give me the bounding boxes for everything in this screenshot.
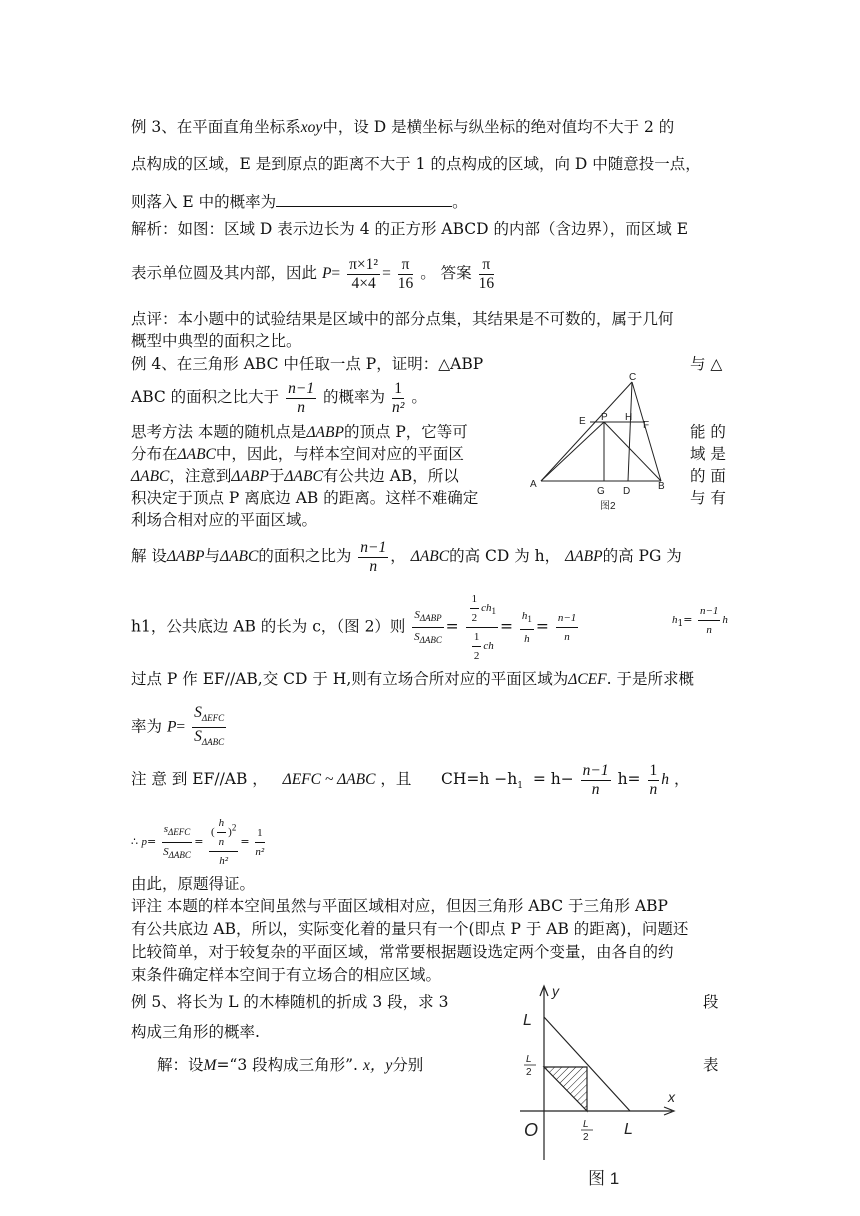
fraction-numerator: ( $\frac{h}{n}$ )$^2$ bbox=[209, 814, 238, 852]
ex4-line6: 积决定于顶点 P 离底边 AB 的距离。这样不难确定 bbox=[131, 489, 479, 507]
fraction-denominator bbox=[466, 628, 498, 665]
sol-text: 的高 CD 为 h， bbox=[449, 547, 561, 565]
fraction-denominator: 2 bbox=[473, 650, 480, 662]
ex3-text: 例 3、在平面直角坐标系 bbox=[131, 118, 301, 136]
side-ac bbox=[541, 382, 632, 481]
similar-triangles: ΔEFC ~ ΔABC bbox=[282, 771, 376, 788]
label-c: C bbox=[629, 372, 637, 383]
fraction-denominator bbox=[162, 843, 193, 864]
fraction-denominator: n bbox=[649, 780, 658, 798]
fraction-numerator: 1 bbox=[255, 824, 265, 843]
ex4-line3 bbox=[131, 421, 468, 444]
subscript-abp: ΔABP bbox=[419, 613, 442, 623]
fraction-numerator: π bbox=[398, 256, 414, 275]
var-s: S bbox=[163, 845, 169, 858]
var-s: S bbox=[414, 631, 420, 643]
fraction-h-over-n-squared-over-h-squared bbox=[209, 814, 238, 870]
sol-text: ， bbox=[673, 770, 690, 788]
ex4-line1-right: 与 △ bbox=[690, 355, 723, 373]
answer-blank bbox=[276, 190, 452, 207]
comment-line4: 束条件确定样本空间于有立场合的相应区域。 bbox=[131, 966, 442, 984]
shaded-triangle-region bbox=[544, 1067, 587, 1111]
ex4-text: 分布在 bbox=[131, 445, 178, 463]
ex4-text: 中，因此，与样本空间对应的平面区 bbox=[215, 445, 464, 463]
fraction-denominator: 16 bbox=[397, 274, 414, 292]
ex3-line2: 点构成的区域，E 是到原点的距离不大于 1 的点构成的区域，向 D 中随意投一点， bbox=[131, 155, 701, 173]
var-h1: h bbox=[521, 610, 528, 623]
sol-h1-formula: $h_1=$ $\frac{n-1}{n}$ h bbox=[672, 600, 728, 644]
fraction-h-over-n bbox=[217, 814, 227, 851]
fraction-numerator bbox=[192, 704, 226, 728]
ex4-line6-right: 与 有 bbox=[690, 489, 726, 507]
var-ch1: ch bbox=[481, 602, 492, 615]
ex4-text: 于 bbox=[268, 467, 285, 485]
sol-line3 bbox=[131, 668, 694, 691]
ex3-text: 中，设 D 是横坐标与纵坐标的绝对值均不大于 2 的 bbox=[322, 118, 675, 136]
subscript-abc: ΔABC bbox=[168, 849, 191, 860]
var-s: S bbox=[414, 608, 420, 621]
label-a: A bbox=[530, 479, 537, 490]
var-m: M bbox=[203, 1057, 217, 1074]
ex4-text: 思考方法 本题的随机点是 bbox=[131, 423, 307, 441]
fraction-half bbox=[472, 628, 482, 665]
fraction-denominator: h bbox=[524, 632, 530, 645]
fraction-numerator bbox=[162, 820, 193, 842]
fraction-denominator: n bbox=[564, 631, 570, 643]
label-h: H bbox=[625, 412, 633, 423]
ex4-line5 bbox=[131, 465, 459, 488]
ex4-text: 的顶点 P，它等可 bbox=[343, 423, 468, 441]
fraction-numerator bbox=[412, 606, 443, 628]
axis-label-y: y bbox=[552, 983, 559, 999]
ex4-line1: 例 4、在三角形 ABC 中任取一点 P，证明：△ABP bbox=[131, 355, 484, 373]
subscript-abc: ΔABC bbox=[201, 737, 225, 748]
var-h: h bbox=[661, 771, 669, 788]
var-ch: ch bbox=[483, 640, 494, 653]
var-abp: ΔABP bbox=[565, 548, 603, 565]
fraction-numerator: π×1² bbox=[349, 255, 379, 273]
var-h1: h bbox=[672, 614, 678, 626]
ex3-line5 bbox=[131, 253, 496, 294]
ex5-text: =“3 段构成三角形”. bbox=[216, 1056, 358, 1074]
sol-line1 bbox=[131, 534, 682, 579]
sol-text: CH=h −h bbox=[441, 770, 518, 788]
axis-label-x: x bbox=[668, 1089, 675, 1105]
fraction-h1-over-h bbox=[520, 607, 534, 647]
fraction-denominator: n bbox=[591, 780, 600, 798]
var-abc: ΔABC bbox=[219, 548, 259, 565]
sol-text: h= bbox=[617, 770, 641, 788]
var-s: s bbox=[163, 823, 168, 836]
figure-1-caption: 图 1 bbox=[588, 1169, 620, 1188]
ex5-text: 分别 bbox=[392, 1056, 424, 1074]
fraction-numerator: n−1 bbox=[556, 609, 578, 628]
fraction-numerator: n−1 bbox=[360, 538, 387, 556]
sol-line4 bbox=[131, 704, 228, 751]
sol-text: . 于是所求概 bbox=[606, 670, 694, 688]
label-b: B bbox=[658, 481, 665, 492]
altitude-cd bbox=[628, 382, 632, 481]
var-p: P bbox=[321, 265, 332, 282]
ex4-line5-right: 的 面 bbox=[690, 467, 726, 485]
sol-text: 率为 bbox=[131, 717, 163, 736]
fraction-half bbox=[470, 590, 480, 627]
fraction-area-efc-abc bbox=[192, 704, 226, 751]
var-h: h bbox=[722, 614, 728, 626]
ex3-line7: 概型中典型的面积之比。 bbox=[131, 332, 302, 350]
sol-text: 与 bbox=[204, 547, 220, 565]
fraction-n-minus-1-over-n bbox=[358, 539, 388, 576]
ex5-line3 bbox=[157, 1054, 423, 1077]
fraction-n-minus-1-over-n bbox=[581, 762, 611, 799]
var-s: S bbox=[194, 728, 202, 746]
fraction-denominator: n² bbox=[255, 845, 265, 858]
fraction-denominator: 2 bbox=[471, 612, 478, 624]
fraction-numerator: n−1 bbox=[288, 379, 315, 397]
comment-line1: 评注 本题的样本空间虽然与平面区域相对应，但因三角形 ABC 于三角形 ABP bbox=[131, 897, 668, 915]
sol-text: 的高 PG 为 bbox=[602, 547, 682, 565]
ex3-text: 则落入 E 中的概率为 bbox=[131, 193, 277, 211]
ex5-line2: 构成三角形的概率. bbox=[131, 1023, 260, 1041]
var-xy: x，y bbox=[362, 1057, 393, 1074]
therefore-sign: ∴ bbox=[131, 835, 138, 848]
fraction-denominator: n bbox=[706, 623, 712, 636]
tick-label-L-x: L bbox=[624, 1121, 633, 1138]
var-s: S bbox=[194, 704, 202, 721]
ex4-line2 bbox=[131, 377, 427, 417]
fraction-half-ch1-over-half-ch bbox=[466, 590, 498, 665]
ex4-text: ABC 的面积之比大于 bbox=[131, 388, 280, 406]
sol-text: = h− bbox=[532, 770, 574, 788]
var-abp: ΔABP bbox=[306, 424, 344, 441]
label-g: G bbox=[597, 486, 605, 497]
tick-label-L-y: L bbox=[523, 1012, 532, 1029]
equals-sign: = bbox=[176, 718, 186, 736]
subscript-efc: ΔEFC bbox=[168, 827, 191, 838]
ex4-line4-right: 域 是 bbox=[690, 445, 726, 463]
origin-label: O bbox=[524, 1120, 539, 1140]
ex3-text: 。 bbox=[452, 193, 468, 211]
fraction-denominator: n bbox=[218, 836, 225, 848]
ex5-line3-right: 表 bbox=[703, 1056, 719, 1074]
var-abc: ΔABC bbox=[177, 446, 216, 463]
sol-line5: 注 意 到 EF//AB ， ΔEFC ~ ΔABC ，且 $CH=h -h_1 = h-$ $\frac{n-1}{n}$ h= $\frac{1}{n}$ h ， bbox=[131, 761, 690, 798]
tick-label-L-half-x-den: 2 bbox=[583, 1132, 589, 1143]
figure-1-coordinate-region bbox=[500, 980, 700, 1190]
tick-label-L-half-y-num: L bbox=[526, 1054, 532, 1065]
fraction-denominator: 16 bbox=[478, 274, 495, 292]
fraction-numerator: 1 bbox=[392, 380, 404, 399]
tick-label-L-half-y-den: 2 bbox=[526, 1067, 532, 1078]
fraction-numerator: $h_1$ bbox=[520, 607, 534, 629]
exponent: 2 bbox=[231, 822, 237, 833]
ex3-line1 bbox=[131, 116, 674, 139]
fraction-numerator: h bbox=[217, 814, 227, 833]
sol-text: 注 意 到 EF//AB ， bbox=[131, 770, 268, 788]
var-cef: ΔCEF bbox=[568, 671, 607, 688]
var-p: P bbox=[166, 718, 177, 736]
sol-line6: ∴ p= $\frac{s_{\Delta EFC}}{S_{\Delta ABC}}$ = ( $\frac{h}{n}$ )$^2$ h² = $\frac{1}{\text{n²}}$ bbox=[131, 812, 267, 872]
fraction-area-ratio bbox=[347, 256, 380, 293]
fraction-n-minus-1-over-n bbox=[556, 609, 578, 646]
fraction-n-minus-1-over-n bbox=[286, 380, 316, 417]
label-e: E bbox=[579, 416, 586, 427]
label-p: P bbox=[601, 412, 608, 423]
var-abc: ΔABC bbox=[131, 468, 170, 485]
fraction-n-minus-1-over-n bbox=[698, 602, 720, 639]
fraction-denominator: n bbox=[369, 557, 378, 575]
ex3-line3 bbox=[131, 190, 468, 213]
fraction-denominator: 4×4 bbox=[351, 274, 376, 292]
fraction-s-efc-over-s-abc bbox=[162, 820, 193, 863]
var-xoy: xoy bbox=[300, 119, 323, 136]
fraction-one-over-n-squared bbox=[255, 824, 265, 861]
fraction-numerator: $\frac{1}{2}$ $ch_1$ bbox=[466, 590, 498, 628]
sol-line7: 由此，原题得证。 bbox=[131, 875, 256, 893]
ex4-text: 。 bbox=[411, 388, 427, 406]
ex4-line3-right: 能 的 bbox=[690, 423, 726, 441]
fraction-numerator: 1 bbox=[470, 590, 480, 609]
figure-2-caption: 图2 bbox=[600, 501, 616, 512]
ex4-line7: 利场合相对应的平面区域。 bbox=[131, 511, 318, 529]
fraction-numerator: n−1 bbox=[698, 602, 720, 621]
fraction-answer bbox=[479, 256, 495, 293]
equals-sign: = bbox=[382, 265, 391, 282]
comment-line3: 比较简单，对于较复杂的平面区域，常常要根据题设选定两个变量，由各自的约 bbox=[131, 943, 674, 961]
sol-text: ，且 bbox=[380, 770, 412, 788]
label-f: F bbox=[643, 420, 650, 431]
subscript-abc: ΔABC bbox=[419, 635, 442, 646]
fraction-result bbox=[398, 256, 414, 293]
var-abp: ΔABP bbox=[231, 468, 269, 485]
fraction-numerator: 1 bbox=[472, 628, 482, 647]
var-abc: ΔABC bbox=[410, 548, 450, 565]
ex4-text: 的概率为 bbox=[323, 388, 386, 406]
fraction-numerator: n−1 bbox=[582, 761, 609, 779]
sol-text: 解 设 bbox=[131, 547, 167, 565]
ex5-line1-right: 段 bbox=[703, 993, 719, 1011]
sol-text: h1，公共底边 AB 的长为 c，（图 2）则 bbox=[131, 617, 406, 636]
ex4-line4 bbox=[131, 443, 464, 466]
fraction-denominator: n² bbox=[391, 398, 405, 416]
subscript-efc: ΔEFC bbox=[201, 713, 225, 724]
sol-line2: h1，公共底边 AB 的长为 c，（图 2）则 $\frac{S_{\Delta ABP}}{S_{\Delta ABC}}$ = $\frac{1}{2}$ $ch_1$ $\frac{1}{2}$ ch = $\frac{h_1}{h}$ = $\frac{n-1}{n}$ bbox=[131, 590, 580, 665]
ex3-text: 。 答案 bbox=[420, 264, 472, 282]
ex4-text: 有公共边 AB，所以 bbox=[322, 467, 459, 485]
sol-text: 的面积之比为 bbox=[258, 547, 352, 565]
fraction-one-over-n bbox=[648, 762, 660, 799]
ex3-line4: 解析：如图：区域 D 表示边长为 4 的正方形 ABCD 的内部（含边界），而区域 E bbox=[131, 220, 689, 238]
figure-2-triangle bbox=[520, 364, 700, 514]
fraction-area-abp-abc bbox=[412, 606, 443, 649]
fraction-one-over-n-squared bbox=[392, 380, 404, 417]
segment-ap bbox=[541, 422, 604, 481]
comment-line2: 有公共底边 AB，所以，实际变化着的量只有一个(即点 P 于 AB 的距离)，问题还 bbox=[131, 920, 689, 938]
sol-text: ， bbox=[390, 547, 406, 565]
tick-label-L-half-x-num: L bbox=[583, 1119, 589, 1130]
fraction-denominator: h² bbox=[219, 855, 229, 867]
fraction-numerator: 1 bbox=[649, 761, 658, 779]
ex4-text: ，注意到 bbox=[169, 467, 232, 485]
var-abc: ΔABC bbox=[284, 468, 323, 485]
ex5-text: 解：设 bbox=[157, 1056, 204, 1074]
var-abp: ΔABP bbox=[166, 548, 205, 565]
fraction-numerator: π bbox=[479, 256, 495, 275]
ex5-line1: 例 5、将长为 L 的木棒随机的折成 3 段，求 3 bbox=[131, 993, 449, 1011]
label-d: D bbox=[623, 486, 631, 497]
sol-text: 过点 P 作 EF//AB,交 CD 于 H,则有立场合所对应的平面区域为 bbox=[131, 670, 569, 688]
fraction-denominator: n bbox=[297, 398, 305, 416]
var-p: p bbox=[141, 836, 147, 848]
fraction-denominator bbox=[412, 628, 443, 649]
fraction-denominator bbox=[192, 728, 226, 751]
ex3-text: 表示单位圆及其内部，因此 bbox=[131, 264, 318, 282]
ex3-line6: 点评：本小题中的试验结果是区域中的部分点集，其结果是不可数的，属于几何 bbox=[131, 310, 674, 328]
equals-sign: = bbox=[331, 265, 341, 282]
